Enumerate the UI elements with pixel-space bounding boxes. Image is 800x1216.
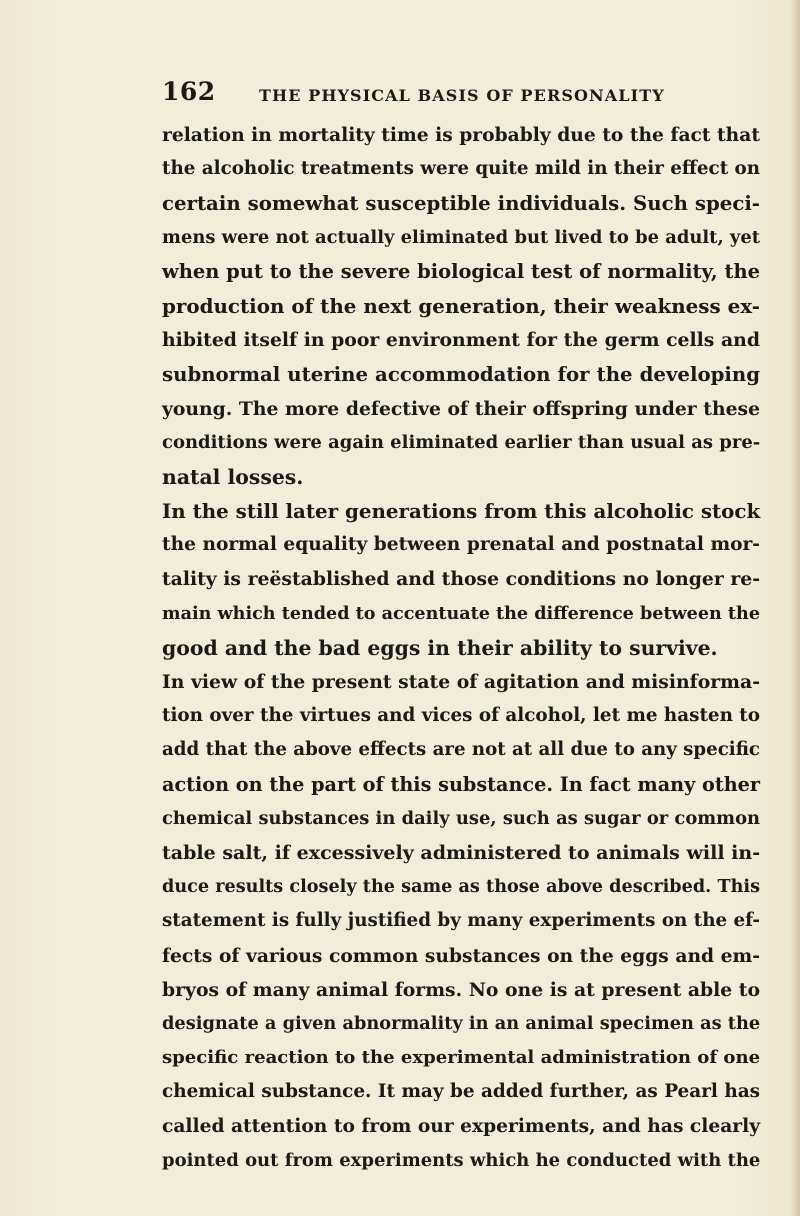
text-line: conditions were again eliminated earlier than usual as pre-: [162, 431, 761, 453]
paragraph-start-line: In view of the present state of agitation and misinforma-: [162, 671, 760, 693]
text-line: fects of various common substances on the eggs and em-: [162, 944, 760, 967]
body-text: [162, 118, 760, 1178]
text-line: production of the next generation, their weakness ex-: [162, 293, 760, 318]
text-line: the alcoholic treatments were quite mild in their effect on: [162, 158, 761, 180]
running-head: THE PHYSICAL BASIS OF PERSONALITY: [259, 86, 665, 105]
text-line: main which tended to accentuate the difference between the: [162, 603, 760, 624]
text-line: bryos of many animal forms. No one is at present able to: [162, 978, 760, 1001]
text-line: tion over the virtues and vices of alcohol, let me hasten to: [162, 705, 760, 727]
text-line: designate a given abnormality in an animal specimen as the: [162, 1012, 761, 1034]
text-line: chemical substance. It may be added further, as Pearl has: [162, 1081, 760, 1103]
text-line: called attention to from our experiments, and has clearly: [162, 1115, 761, 1138]
paragraph-start-line: In the still later generations from this alcoholic stock: [162, 499, 761, 524]
text-line: statement is fully justified by many experiments on the ef-: [162, 910, 760, 932]
text-line: pointed out from experiments which he conducted with the: [162, 1149, 761, 1171]
text-line: mens were not actually eliminated but lived to be adult, yet: [162, 226, 760, 248]
text-line: hibited itself in poor environment for the germ cells and: [162, 329, 760, 352]
text-line: young. The more defective of their offspring under these: [162, 397, 760, 420]
text-line: specific reaction to the experimental administration of one: [162, 1047, 761, 1069]
text-line: certain somewhat susceptible individuals. Such speci-: [162, 191, 760, 216]
text-line: tality is reëstablished and those conditions no longer re-: [162, 568, 760, 591]
text-line: when put to the severe biological test of normality, the: [162, 259, 760, 283]
page-number: 162: [162, 77, 216, 106]
text-line: add that the above effects are not at all due to any specific: [162, 739, 760, 761]
text-line: subnormal uterine accommodation for the developing: [162, 362, 760, 387]
text-line: action on the part of this substance. In fact many other: [162, 772, 760, 796]
text-line: chemical substances in daily use, such as sugar or common: [162, 807, 760, 829]
text-line: table salt, if excessively administered to animals will in-: [162, 841, 761, 864]
text-line: good and the bad eggs in their ability to survive.: [162, 635, 718, 660]
page-edge-shadow: [790, 0, 800, 1216]
page-header: [162, 77, 682, 117]
text-line: the normal equality between prenatal and postnatal mor-: [162, 534, 760, 556]
text-line: natal losses.: [162, 464, 304, 489]
text-line: duce results closely the same as those above described. This: [162, 876, 760, 898]
text-line: relation in mortality time is probably due to the fact that: [162, 124, 760, 146]
